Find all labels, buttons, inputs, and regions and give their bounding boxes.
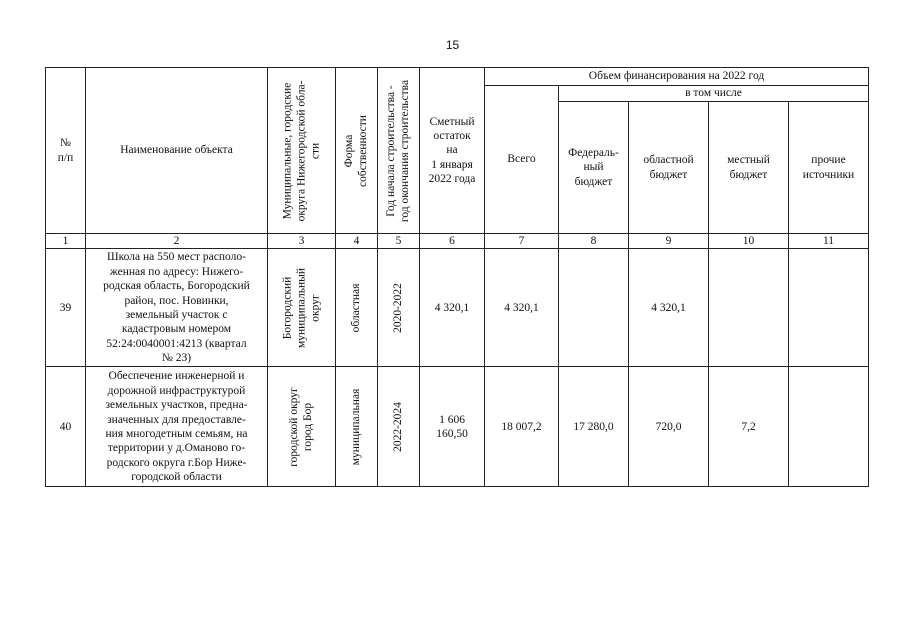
row-estimate: 4 320,1 xyxy=(420,249,485,367)
row-local: 7,2 xyxy=(709,367,789,487)
column-number: 9 xyxy=(629,234,709,249)
header-ownership: Форма собственности xyxy=(336,68,378,234)
column-number: 10 xyxy=(709,234,789,249)
row-municipality: городской округ город Бор xyxy=(268,367,336,487)
column-number: 3 xyxy=(268,234,336,249)
column-number: 11 xyxy=(789,234,869,249)
column-number: 7 xyxy=(485,234,559,249)
column-number: 6 xyxy=(420,234,485,249)
row-regional: 4 320,1 xyxy=(629,249,709,367)
header-local: местный бюджет xyxy=(709,102,789,234)
row-total: 4 320,1 xyxy=(485,249,559,367)
header-regional: областной бюджет xyxy=(629,102,709,234)
header-estimate: Сметный остаток на 1 января 2022 года xyxy=(420,68,485,234)
header-federal: Федераль- ный бюджет xyxy=(559,102,629,234)
row-name: Обеспечение инженерной и дорожной инфраструктурой земельных участков, предна- значенных для предоставле- ния многодетным семьям, на территории у д.Оманово го- родского округа г.Бор Ниже- городской области xyxy=(86,367,268,487)
row-name: Школа на 550 мест располо- женная по адресу: Нижего- родская область, Богородский район, пос. Новинки, земельный участок с кадастровым номером 52:24:0040001:4213 (квартал № 23) xyxy=(86,249,268,367)
row-num: 40 xyxy=(46,367,86,487)
header-including: в том числе xyxy=(559,86,869,102)
row-other xyxy=(789,249,869,367)
header-num: № п/п xyxy=(46,68,86,234)
header-total: Всего xyxy=(485,86,559,234)
row-estimate: 1 606 160,50 xyxy=(420,367,485,487)
table-row xyxy=(46,367,869,487)
row-total: 18 007,2 xyxy=(485,367,559,487)
row-federal: 17 280,0 xyxy=(559,367,629,487)
column-number: 4 xyxy=(336,234,378,249)
row-municipality: Богородский муниципальный округ xyxy=(268,249,336,367)
header-name: Наименование объекта xyxy=(86,68,268,234)
header-other: прочие источники xyxy=(789,102,869,234)
header-years: Год начала строительства - год окончания строительства xyxy=(378,68,420,234)
header-funding-group: Объем финансирования на 2022 год xyxy=(485,68,869,86)
row-years: 2022-2024 xyxy=(378,367,420,487)
column-number: 1 xyxy=(46,234,86,249)
row-regional: 720,0 xyxy=(629,367,709,487)
column-number: 2 xyxy=(86,234,268,249)
header-municipality: Муниципальные, городские округа Нижегородской обла- сти xyxy=(268,68,336,234)
row-federal xyxy=(559,249,629,367)
row-local xyxy=(709,249,789,367)
column-numbers-row xyxy=(46,234,869,249)
row-years: 2020-2022 xyxy=(378,249,420,367)
financing-table xyxy=(45,67,869,487)
row-other xyxy=(789,367,869,487)
table-row xyxy=(46,249,869,367)
row-ownership: муниципальная xyxy=(336,367,378,487)
column-number: 8 xyxy=(559,234,629,249)
row-ownership: областная xyxy=(336,249,378,367)
row-num: 39 xyxy=(46,249,86,367)
page-number: 15 xyxy=(445,38,460,52)
column-number: 5 xyxy=(378,234,420,249)
header-row-1 xyxy=(46,68,869,86)
